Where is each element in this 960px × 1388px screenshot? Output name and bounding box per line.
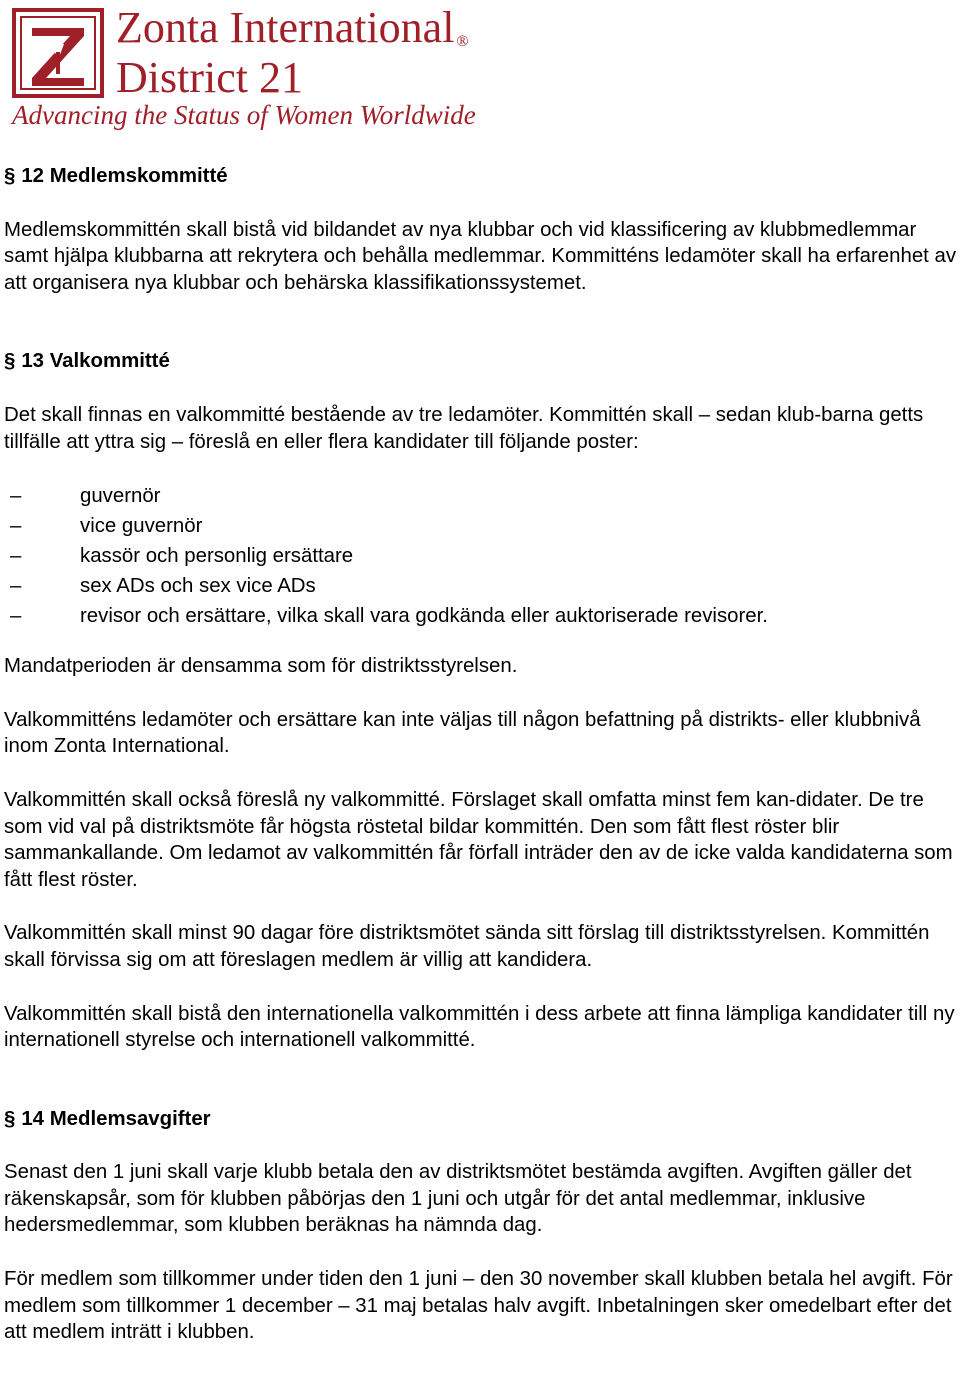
section-12-title: 12 Medlemskommitté — [21, 165, 228, 187]
paragraph-sign: § — [4, 1107, 16, 1130]
list-item-text: vice guvernör — [80, 515, 203, 538]
section-13-title: 13 Valkommitté — [21, 350, 170, 373]
list-item-text: revisor och ersättare, vilka skall vara godkända eller auktoriserade revisorer. — [80, 605, 768, 628]
section-14-paragraph-2: För medlem som tillkommer under tiden den 1 juni – den 30 november skall klubben betala hel avgift. För medlem som tillkommer 1 december – 31 maj betalas halv avgift. Inbetalningen sker omedelbart efter det att medlem inträtt i klubben. — [4, 1268, 953, 1344]
section-14-heading — [4, 1106, 960, 1133]
document-body — [4, 160, 960, 1346]
zonta-emblem-icon — [12, 8, 104, 98]
dash-bullet: – — [10, 605, 22, 628]
dash-bullet: – — [10, 575, 22, 598]
section-14-title: 14 Medlemsavgifter — [21, 1107, 211, 1130]
list-item-text: kassör och personlig ersättare — [80, 545, 354, 568]
zonta-logo — [8, 4, 503, 132]
section-13-paragraph-5: Valkommittén skall bistå den internationella valkommittén i dess arbete att finna lämpliga kandidater till ny internationell styrelse och internationell valkommitté. — [4, 1002, 955, 1052]
list-item — [4, 571, 960, 601]
dash-bullet: – — [10, 545, 22, 568]
paragraph-sign: § — [4, 350, 16, 373]
paragraph-sign: § — [4, 165, 16, 187]
section-13-heading — [4, 348, 960, 375]
dash-bullet: – — [10, 515, 22, 538]
list-item-text: sex ADs och sex vice ADs — [80, 575, 316, 598]
logo-title — [116, 4, 469, 52]
section-13-paragraph-2: Valkommitténs ledamöter och ersättare kan inte väljas till någon befattning på distrikts- eller klubbnivå inom Zonta International. — [4, 708, 921, 758]
logo-tagline: Advancing the Status of Women Worldwide — [12, 100, 476, 130]
dash-bullet: – — [10, 485, 22, 508]
candidate-posts-list — [4, 481, 960, 631]
registered-mark: ® — [456, 33, 469, 50]
section-13-intro: Det skall finnas en valkommitté bestående av tre ledamöter. Kommittén skall – sedan klub-barna getts tillfälle att yttra sig – föreslå en eller flera kandidater till följande poster: — [4, 403, 924, 453]
list-item — [4, 481, 960, 511]
section-13-paragraph-1: Mandatperioden är densamma som för distriktsstyrelsen. — [4, 655, 518, 678]
section-12-heading — [4, 163, 960, 190]
logo-title-text: Zonta International — [116, 3, 455, 52]
section-13-paragraph-4: Valkommittén skall minst 90 dagar före distriktsmötet sända sitt förslag till distriktsstyrelsen. Kommittén skall förvissa sig om att föreslagen medlem är villig att kandidera. — [4, 922, 930, 971]
list-item — [4, 541, 960, 571]
list-item — [4, 511, 960, 541]
list-item-text: guvernör — [80, 485, 161, 508]
section-14-paragraph-1: Senast den 1 juni skall varje klubb betala den av distriktsmötet bestämda avgiften. Avgiften gäller det räkenskapsår, som för klubben påbörjas den 1 juni och utgår för det antal medlemmar, inklusive hedersmedlemmar, som klubben beräknas ha nämnda dag. — [4, 1161, 912, 1237]
section-12-paragraph: Medlemskommittén skall bistå vid bildandet av nya klubbar och vid klassificering av klubbmedlemmar samt hjälpa klubbarna att rekrytera och behålla medlemmar. Kommitténs ledamöter skall ha erfarenhet av att organisera nya klubbar och behärska klassifikationssystemet. — [4, 218, 957, 294]
logo-district: District 21 — [116, 53, 303, 102]
section-13-paragraph-3: Valkommittén skall också föreslå ny valkommitté. Förslaget skall omfatta minst fem kan-didater. De tre som vid val på distriktsmöte får högsta röstetal bildar kommittén. Den som fått flest röster blir sammankallande. Om ledamot av valkommittén får förfall inträder den av de icke valda kandidaterna som fått flest röster. — [4, 788, 953, 891]
list-item — [4, 601, 960, 631]
